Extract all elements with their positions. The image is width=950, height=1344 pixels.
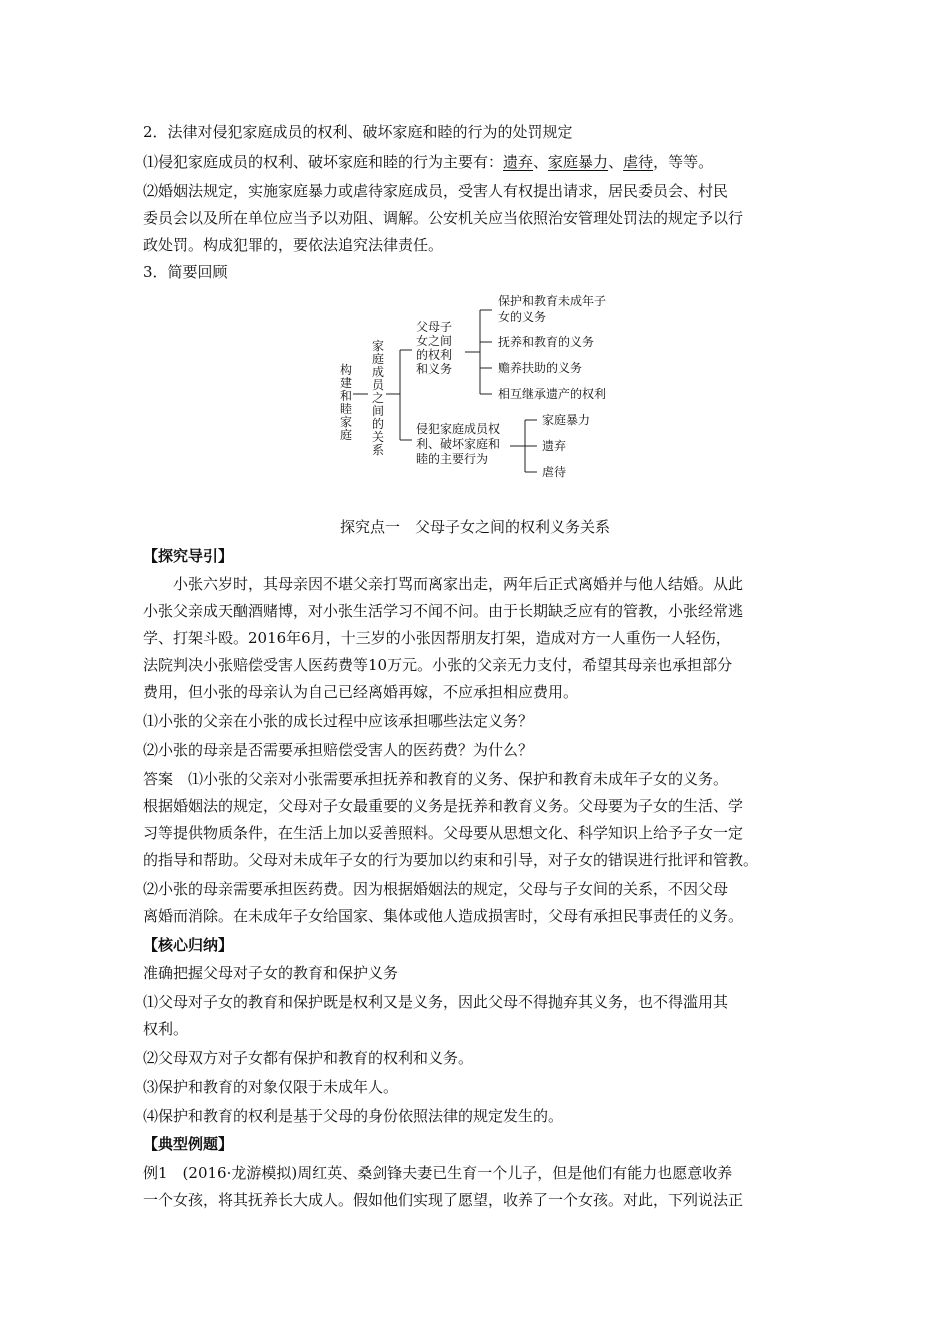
story-line-3: 学、打架斗殴。2016年6月，十三岁的小张因帮朋友打架，造成对方一人重伤一人轻伤，: [143, 629, 731, 647]
section-2-title: 2．法律对侵犯家庭成员的权利、破坏家庭和睦的行为的处罚规定: [143, 123, 573, 141]
leaf-infringing-act: 家庭暴力: [542, 413, 591, 427]
concept-map-diagram: [320, 290, 640, 490]
relation-char: 员: [372, 378, 385, 392]
relation-char: 家: [372, 339, 385, 353]
relation-char: 间: [372, 404, 385, 418]
root-char: 睦: [340, 402, 353, 416]
example-tag: 【典型例题】: [143, 1135, 234, 1153]
guide-tag: 【探究导引】: [143, 547, 234, 565]
question-1: ⑴小张的父亲在小张的成长过程中应该承担哪些法定义务？: [143, 712, 534, 730]
branch-2-line: 利、破坏家庭和: [416, 437, 501, 451]
core-title: 准确把握父母对子女的教育和保护义务: [143, 964, 399, 982]
section-2-point-2-line-1: ⑵婚姻法规定，实施家庭暴力或虐待家庭成员，受害人有权提出请求，居民委员会、村民: [143, 182, 729, 200]
core-tag: 【核心归纳】: [143, 936, 234, 954]
leaf-rights-duties: 相互继承遗产的权利: [498, 387, 607, 401]
leaf-infringing-act: 虐待: [542, 465, 567, 479]
relation-char: 成: [372, 365, 385, 379]
leaf-rights-duties: 保护和教育未成年子: [498, 294, 607, 308]
section-2-point-2-line-2: 委员会以及所在单位应当予以劝阻、调解。公安机关应当依照治安管理处罚法的规定予以行: [143, 209, 744, 227]
relation-char: 庭: [372, 352, 385, 366]
root-node: [340, 362, 352, 442]
root-char: 构: [340, 363, 353, 377]
relation-char: 之: [372, 391, 385, 405]
answer-line-4: 的指导和帮助。父母对未成年子女的行为要加以约束和引导，对子女的错误进行批评和管教。: [143, 851, 759, 869]
section-2-point-1: [143, 152, 823, 172]
underlined-answer-1: 遗弃: [503, 153, 534, 171]
story-line-1: 小张六岁时，其母亲因不堪父亲打骂而离家出走，两年后正式离婚并与他人结婚。从此: [173, 575, 744, 593]
core-item-1-cont: 权利。: [143, 1020, 189, 1038]
branch-rights-duties: [416, 320, 452, 376]
answer-line-2: 根据婚姻法的规定，父母对子女最重要的义务是抚养和教育义务。父母要为子女的生活、学: [143, 797, 744, 815]
branch-infringing-acts: [416, 421, 500, 466]
core-item-1: ⑴父母对子女的教育和保护既是权利又是义务，因此父母不得抛弃其义务，也不得滥用其: [143, 993, 729, 1011]
underlined-answer-3: 虐待: [623, 153, 654, 171]
core-item-4: ⑷保护和教育的权利是基于父母的身份依照法律的规定发生的。: [143, 1107, 564, 1125]
example-line-1: 例1 (2016·龙游模拟)周红英、桑剑锋夫妻已生育一个儿子，但是他们有能力也愿意收养: [143, 1164, 733, 1182]
relation-char: 系: [372, 443, 385, 457]
underlined-answer-2: 家庭暴力: [548, 153, 609, 171]
branch-1-line: 的权利: [416, 348, 453, 362]
answer-line-1: 答案 ⑴小张的父亲对小张需要承担抚养和教育的义务、保护和教育未成年子女的义务。: [143, 770, 729, 788]
leaf-rights-duties: 赡养扶助的义务: [498, 361, 583, 375]
example-line-2: 一个女孩，将其抚养长大成人。假如他们实现了愿望，收养了一个女孩。对此，下列说法正: [143, 1191, 744, 1209]
core-item-2: ⑵父母双方对子女都有保护和教育的权利和义务。: [143, 1049, 474, 1067]
branch-1-line: 父母子: [416, 320, 453, 334]
story-line-2: 小张父亲成天酗酒赌博，对小张生活学习不闻不问。由于长期缺乏应有的管教，小张经常逃: [143, 602, 744, 620]
leaf-rights-duties: 女的义务: [498, 310, 547, 324]
core-item-3: ⑶保护和教育的对象仅限于未成年人。: [143, 1078, 399, 1096]
separator: 、: [533, 153, 549, 171]
answer-line-6: 离婚而消除。在未成年子女给国家、集体或他人造成损害时，父母有承担民事责任的义务。: [143, 907, 744, 925]
answer-line-5: ⑵小张的母亲需要承担医药费。因为根据婚姻法的规定，父母与子女间的关系，不因父母: [143, 880, 729, 898]
answer-line-3: 习等提供物质条件，在生活上加以妥善照料。父母要从思想文化、科学知识上给予子女一定: [143, 824, 744, 842]
leaf-rights-duties: 抚养和教育的义务: [498, 335, 595, 349]
leaf-infringing-act: 遗弃: [542, 439, 567, 453]
branch-1-line: 和义务: [416, 362, 453, 376]
separator: 、: [608, 153, 624, 171]
relation-char: 关: [372, 430, 385, 444]
relation-char: 的: [372, 417, 385, 431]
branch-2-line: 侵犯家庭成员权: [416, 422, 501, 436]
question-2: ⑵小张的母亲是否需要承担赔偿受害人的医药费？为什么？: [143, 741, 534, 759]
root-char: 庭: [340, 428, 353, 442]
point-1-prefix: ⑴侵犯家庭成员的权利、破坏家庭和睦的行为主要有：: [143, 153, 504, 171]
leaves-rights-duties: [498, 293, 606, 401]
root-char: 建: [340, 376, 353, 390]
section-3-title: 3．简要回顾: [143, 263, 228, 281]
branch-2-line: 睦的主要行为: [416, 452, 489, 466]
relation-node: [372, 338, 385, 457]
root-char: 和: [340, 389, 353, 403]
explore-heading: 探究点一 父母子女之间的权利义务关系: [339, 518, 610, 536]
point-1-suffix: ，等等。: [653, 153, 714, 171]
section-2-point-2-line-3: 政处罚。构成犯罪的，要依法追究法律责任。: [143, 236, 444, 254]
root-char: 家: [340, 415, 353, 429]
story-line-4: 法院判决小张赔偿受害人医药费等10万元。小张的父亲无力支付，希望其母亲也承担部分: [143, 656, 733, 674]
story-line-5: 费用，但小张的母亲认为自己已经离婚再嫁，不应承担相应费用。: [143, 683, 579, 701]
branch-1-line: 女之间: [416, 334, 453, 348]
leaves-infringing-acts: [542, 412, 590, 479]
